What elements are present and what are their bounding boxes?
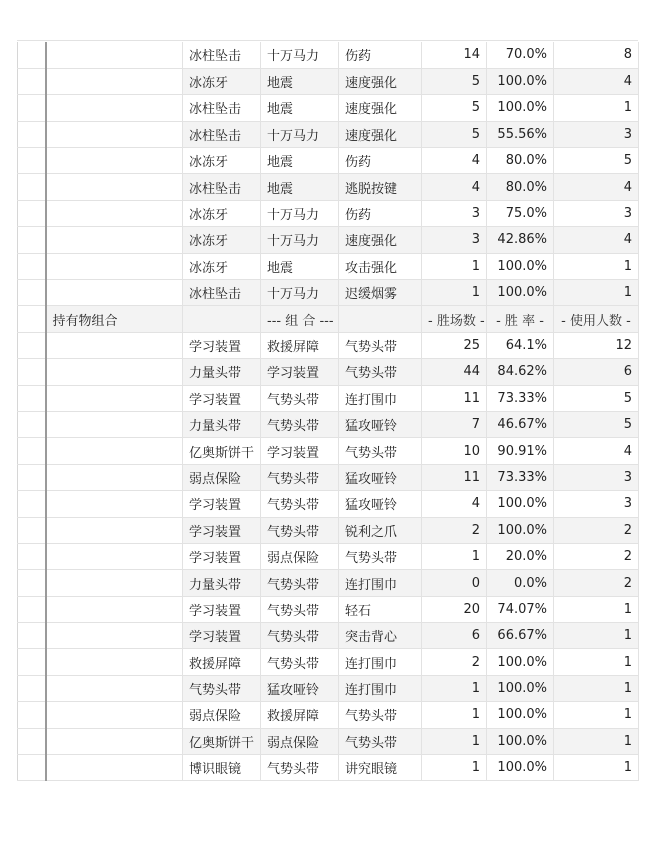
name-cell: 冰冻牙 — [183, 227, 261, 253]
section-label: 持有物组合 — [46, 306, 183, 332]
table-row — [18, 702, 639, 728]
name-cell: 学习装置 — [183, 517, 261, 543]
table-row — [18, 464, 639, 490]
header-cell: --- 组 合 --- — [261, 306, 339, 332]
table-row — [18, 543, 639, 569]
value-cell: 4 — [422, 148, 487, 174]
name-cell: 气势头带 — [183, 675, 261, 701]
empty-cell — [46, 95, 183, 121]
name-cell: 速度强化 — [339, 121, 422, 147]
name-cell: 力量头带 — [183, 570, 261, 596]
value-cell: 14 — [422, 42, 487, 68]
value-cell: 2 — [554, 517, 639, 543]
empty-cell — [46, 253, 183, 279]
stats-table — [17, 42, 639, 781]
empty-cell — [46, 200, 183, 226]
name-cell: 亿奥斯饼干 — [183, 438, 261, 464]
name-cell: 冰冻牙 — [183, 148, 261, 174]
empty-cell — [46, 543, 183, 569]
row-gutter — [18, 623, 46, 649]
row-gutter — [18, 121, 46, 147]
value-cell: 1 — [422, 755, 487, 781]
value-cell: 1 — [554, 95, 639, 121]
value-cell: 66.67% — [487, 623, 554, 649]
name-cell: 猛攻哑铃 — [339, 464, 422, 490]
name-cell: 冰柱坠击 — [183, 121, 261, 147]
name-cell: 学习装置 — [183, 596, 261, 622]
value-cell: 100.0% — [487, 649, 554, 675]
row-gutter — [18, 359, 46, 385]
value-cell: 70.0% — [487, 42, 554, 68]
name-cell: 气势头带 — [339, 728, 422, 754]
name-cell: 气势头带 — [261, 464, 339, 490]
value-cell: 6 — [554, 359, 639, 385]
empty-cell — [46, 121, 183, 147]
name-cell: 速度强化 — [339, 95, 422, 121]
value-cell: 5 — [554, 148, 639, 174]
value-cell: 12 — [554, 332, 639, 358]
name-cell: 伤药 — [339, 148, 422, 174]
name-cell: 力量头带 — [183, 411, 261, 437]
row-gutter — [18, 253, 46, 279]
name-cell: 地震 — [261, 148, 339, 174]
name-cell: 猛攻哑铃 — [339, 491, 422, 517]
value-cell: 1 — [422, 253, 487, 279]
name-cell: 学习装置 — [183, 332, 261, 358]
name-cell: 救援屏障 — [261, 702, 339, 728]
name-cell: 猛攻哑铃 — [261, 675, 339, 701]
row-gutter — [18, 332, 46, 358]
name-cell: 学习装置 — [261, 438, 339, 464]
value-cell: 4 — [422, 491, 487, 517]
value-cell: 100.0% — [487, 95, 554, 121]
empty-cell — [46, 174, 183, 200]
value-cell: 100.0% — [487, 491, 554, 517]
name-cell: 十万马力 — [261, 280, 339, 306]
value-cell: 3 — [554, 464, 639, 490]
name-cell: 连打围巾 — [339, 385, 422, 411]
table-row — [18, 411, 639, 437]
table-row — [18, 121, 639, 147]
name-cell: 学习装置 — [183, 385, 261, 411]
table-row — [18, 253, 639, 279]
row-gutter — [18, 411, 46, 437]
name-cell: 伤药 — [339, 42, 422, 68]
name-cell: 轻石 — [339, 596, 422, 622]
value-cell: 1 — [422, 728, 487, 754]
name-cell: 气势头带 — [261, 385, 339, 411]
value-cell: 44 — [422, 359, 487, 385]
value-cell: 4 — [422, 174, 487, 200]
table-row — [18, 200, 639, 226]
name-cell: 气势头带 — [339, 359, 422, 385]
name-cell: 学习装置 — [183, 491, 261, 517]
value-cell: 2 — [422, 649, 487, 675]
name-cell: 救援屏障 — [261, 332, 339, 358]
name-cell: 气势头带 — [261, 755, 339, 781]
name-cell: 冰柱坠击 — [183, 280, 261, 306]
value-cell: 11 — [422, 385, 487, 411]
table-row — [18, 755, 639, 781]
name-cell: 地震 — [261, 253, 339, 279]
name-cell: 学习装置 — [183, 623, 261, 649]
value-cell: 74.07% — [487, 596, 554, 622]
name-cell: 十万马力 — [261, 42, 339, 68]
name-cell: 冰柱坠击 — [183, 95, 261, 121]
name-cell: 突击背心 — [339, 623, 422, 649]
name-cell: 力量头带 — [183, 359, 261, 385]
header-cell: - 胜 率 - — [487, 306, 554, 332]
value-cell: 100.0% — [487, 702, 554, 728]
empty-cell — [46, 438, 183, 464]
value-cell: 25 — [422, 332, 487, 358]
name-cell: 十万马力 — [261, 227, 339, 253]
value-cell: 1 — [554, 702, 639, 728]
name-cell: 气势头带 — [339, 543, 422, 569]
row-gutter — [18, 728, 46, 754]
empty-cell — [46, 148, 183, 174]
name-cell: 救援屏障 — [183, 649, 261, 675]
value-cell: 90.91% — [487, 438, 554, 464]
row-gutter — [18, 543, 46, 569]
value-cell: 75.0% — [487, 200, 554, 226]
row-gutter — [18, 596, 46, 622]
value-cell: 4 — [554, 227, 639, 253]
table-row — [18, 675, 639, 701]
row-gutter — [18, 68, 46, 94]
row-gutter — [18, 95, 46, 121]
empty-cell — [46, 702, 183, 728]
name-cell: 气势头带 — [261, 649, 339, 675]
header-cell: - 胜场数 - — [422, 306, 487, 332]
value-cell: 73.33% — [487, 464, 554, 490]
name-cell: 地震 — [261, 95, 339, 121]
table-row — [18, 728, 639, 754]
table-row — [18, 570, 639, 596]
row-gutter — [18, 148, 46, 174]
value-cell: 84.62% — [487, 359, 554, 385]
value-cell: 1 — [554, 253, 639, 279]
row-gutter — [18, 464, 46, 490]
name-cell: 气势头带 — [339, 438, 422, 464]
name-cell: 弱点保险 — [261, 728, 339, 754]
name-cell: 气势头带 — [339, 702, 422, 728]
value-cell: 1 — [554, 675, 639, 701]
row-gutter — [18, 385, 46, 411]
empty-cell — [46, 464, 183, 490]
value-cell: 100.0% — [487, 517, 554, 543]
name-cell: 速度强化 — [339, 227, 422, 253]
value-cell: 1 — [422, 702, 487, 728]
row-gutter — [18, 570, 46, 596]
name-cell: 连打围巾 — [339, 570, 422, 596]
value-cell: 4 — [554, 68, 639, 94]
value-cell: 1 — [554, 728, 639, 754]
value-cell: 1 — [422, 675, 487, 701]
name-cell: 连打围巾 — [339, 649, 422, 675]
value-cell: 20.0% — [487, 543, 554, 569]
row-gutter — [18, 438, 46, 464]
value-cell: 8 — [554, 42, 639, 68]
name-cell: 气势头带 — [261, 570, 339, 596]
value-cell: 3 — [554, 121, 639, 147]
name-cell: 攻击强化 — [339, 253, 422, 279]
table-row — [18, 227, 639, 253]
name-cell: 伤药 — [339, 200, 422, 226]
value-cell: 100.0% — [487, 755, 554, 781]
empty-cell — [46, 728, 183, 754]
name-cell: 十万马力 — [261, 121, 339, 147]
table-row — [18, 332, 639, 358]
name-cell: 冰冻牙 — [183, 253, 261, 279]
value-cell: 100.0% — [487, 68, 554, 94]
value-cell: 5 — [422, 95, 487, 121]
row-gutter — [18, 174, 46, 200]
header-cell: - 使用人数 - — [554, 306, 639, 332]
value-cell: 80.0% — [487, 174, 554, 200]
row-gutter — [18, 491, 46, 517]
value-cell: 2 — [554, 570, 639, 596]
value-cell: 11 — [422, 464, 487, 490]
empty-cell — [46, 411, 183, 437]
table-row — [18, 359, 639, 385]
name-cell: 速度强化 — [339, 68, 422, 94]
row-gutter — [18, 517, 46, 543]
name-cell: 气势头带 — [261, 596, 339, 622]
value-cell: 2 — [422, 517, 487, 543]
value-cell: 20 — [422, 596, 487, 622]
value-cell: 1 — [422, 280, 487, 306]
name-cell: 弱点保险 — [183, 464, 261, 490]
value-cell: 5 — [554, 411, 639, 437]
empty-cell — [46, 385, 183, 411]
value-cell: 7 — [422, 411, 487, 437]
header-row — [18, 306, 639, 332]
value-cell: 6 — [422, 623, 487, 649]
header-cell — [183, 306, 261, 332]
row-gutter — [18, 200, 46, 226]
value-cell: 0 — [422, 570, 487, 596]
name-cell: 连打围巾 — [339, 675, 422, 701]
value-cell: 64.1% — [487, 332, 554, 358]
empty-cell — [46, 596, 183, 622]
value-cell: 10 — [422, 438, 487, 464]
row-gutter — [18, 227, 46, 253]
table-row — [18, 596, 639, 622]
value-cell: 3 — [422, 200, 487, 226]
name-cell: 气势头带 — [261, 491, 339, 517]
name-cell: 迟缓烟雾 — [339, 280, 422, 306]
row-gutter — [18, 306, 46, 332]
empty-cell — [46, 491, 183, 517]
value-cell: 55.56% — [487, 121, 554, 147]
empty-cell — [46, 675, 183, 701]
value-cell: 73.33% — [487, 385, 554, 411]
name-cell: 学习装置 — [261, 359, 339, 385]
spreadsheet — [17, 42, 638, 781]
name-cell: 猛攻哑铃 — [339, 411, 422, 437]
value-cell: 100.0% — [487, 253, 554, 279]
table-row — [18, 68, 639, 94]
name-cell: 冰冻牙 — [183, 200, 261, 226]
table-row — [18, 649, 639, 675]
name-cell: 气势头带 — [339, 332, 422, 358]
empty-cell — [46, 280, 183, 306]
name-cell: 学习装置 — [183, 543, 261, 569]
value-cell: 100.0% — [487, 280, 554, 306]
name-cell: 博识眼镜 — [183, 755, 261, 781]
value-cell: 42.86% — [487, 227, 554, 253]
table-row — [18, 174, 639, 200]
table-row — [18, 95, 639, 121]
name-cell: 亿奥斯饼干 — [183, 728, 261, 754]
row-gutter — [18, 649, 46, 675]
value-cell: 80.0% — [487, 148, 554, 174]
empty-cell — [46, 227, 183, 253]
value-cell: 3 — [554, 491, 639, 517]
name-cell: 弱点保险 — [183, 702, 261, 728]
table-row — [18, 438, 639, 464]
table-row — [18, 148, 639, 174]
name-cell: 地震 — [261, 174, 339, 200]
empty-cell — [46, 755, 183, 781]
row-gutter — [18, 755, 46, 781]
name-cell: 弱点保险 — [261, 543, 339, 569]
name-cell: 逃脱按键 — [339, 174, 422, 200]
row-gutter — [18, 42, 46, 68]
value-cell: 46.67% — [487, 411, 554, 437]
name-cell: 冰柱坠击 — [183, 174, 261, 200]
table-row — [18, 42, 639, 68]
name-cell: 冰冻牙 — [183, 68, 261, 94]
empty-cell — [46, 649, 183, 675]
value-cell: 4 — [554, 438, 639, 464]
value-cell: 3 — [422, 227, 487, 253]
name-cell: 气势头带 — [261, 517, 339, 543]
header-cell — [339, 306, 422, 332]
name-cell: 气势头带 — [261, 411, 339, 437]
name-cell: 气势头带 — [261, 623, 339, 649]
row-gutter — [18, 675, 46, 701]
empty-cell — [46, 359, 183, 385]
table-row — [18, 623, 639, 649]
table-row — [18, 385, 639, 411]
table-row — [18, 491, 639, 517]
value-cell: 5 — [422, 121, 487, 147]
value-cell: 0.0% — [487, 570, 554, 596]
value-cell: 1 — [554, 755, 639, 781]
row-gutter — [18, 280, 46, 306]
value-cell: 1 — [422, 543, 487, 569]
empty-cell — [46, 332, 183, 358]
value-cell: 2 — [554, 543, 639, 569]
value-cell: 1 — [554, 596, 639, 622]
name-cell: 地震 — [261, 68, 339, 94]
empty-cell — [46, 517, 183, 543]
row-gutter — [18, 702, 46, 728]
value-cell: 1 — [554, 649, 639, 675]
value-cell: 1 — [554, 623, 639, 649]
value-cell: 100.0% — [487, 728, 554, 754]
empty-cell — [46, 68, 183, 94]
value-cell: 1 — [554, 280, 639, 306]
value-cell: 5 — [422, 68, 487, 94]
name-cell: 锐利之爪 — [339, 517, 422, 543]
top-border — [17, 40, 638, 41]
value-cell: 5 — [554, 385, 639, 411]
table-row — [18, 517, 639, 543]
value-cell: 3 — [554, 200, 639, 226]
value-cell: 4 — [554, 174, 639, 200]
empty-cell — [46, 42, 183, 68]
value-cell: 100.0% — [487, 675, 554, 701]
name-cell: 冰柱坠击 — [183, 42, 261, 68]
name-cell: 十万马力 — [261, 200, 339, 226]
table-row — [18, 280, 639, 306]
empty-cell — [46, 623, 183, 649]
empty-cell — [46, 570, 183, 596]
name-cell: 讲究眼镜 — [339, 755, 422, 781]
